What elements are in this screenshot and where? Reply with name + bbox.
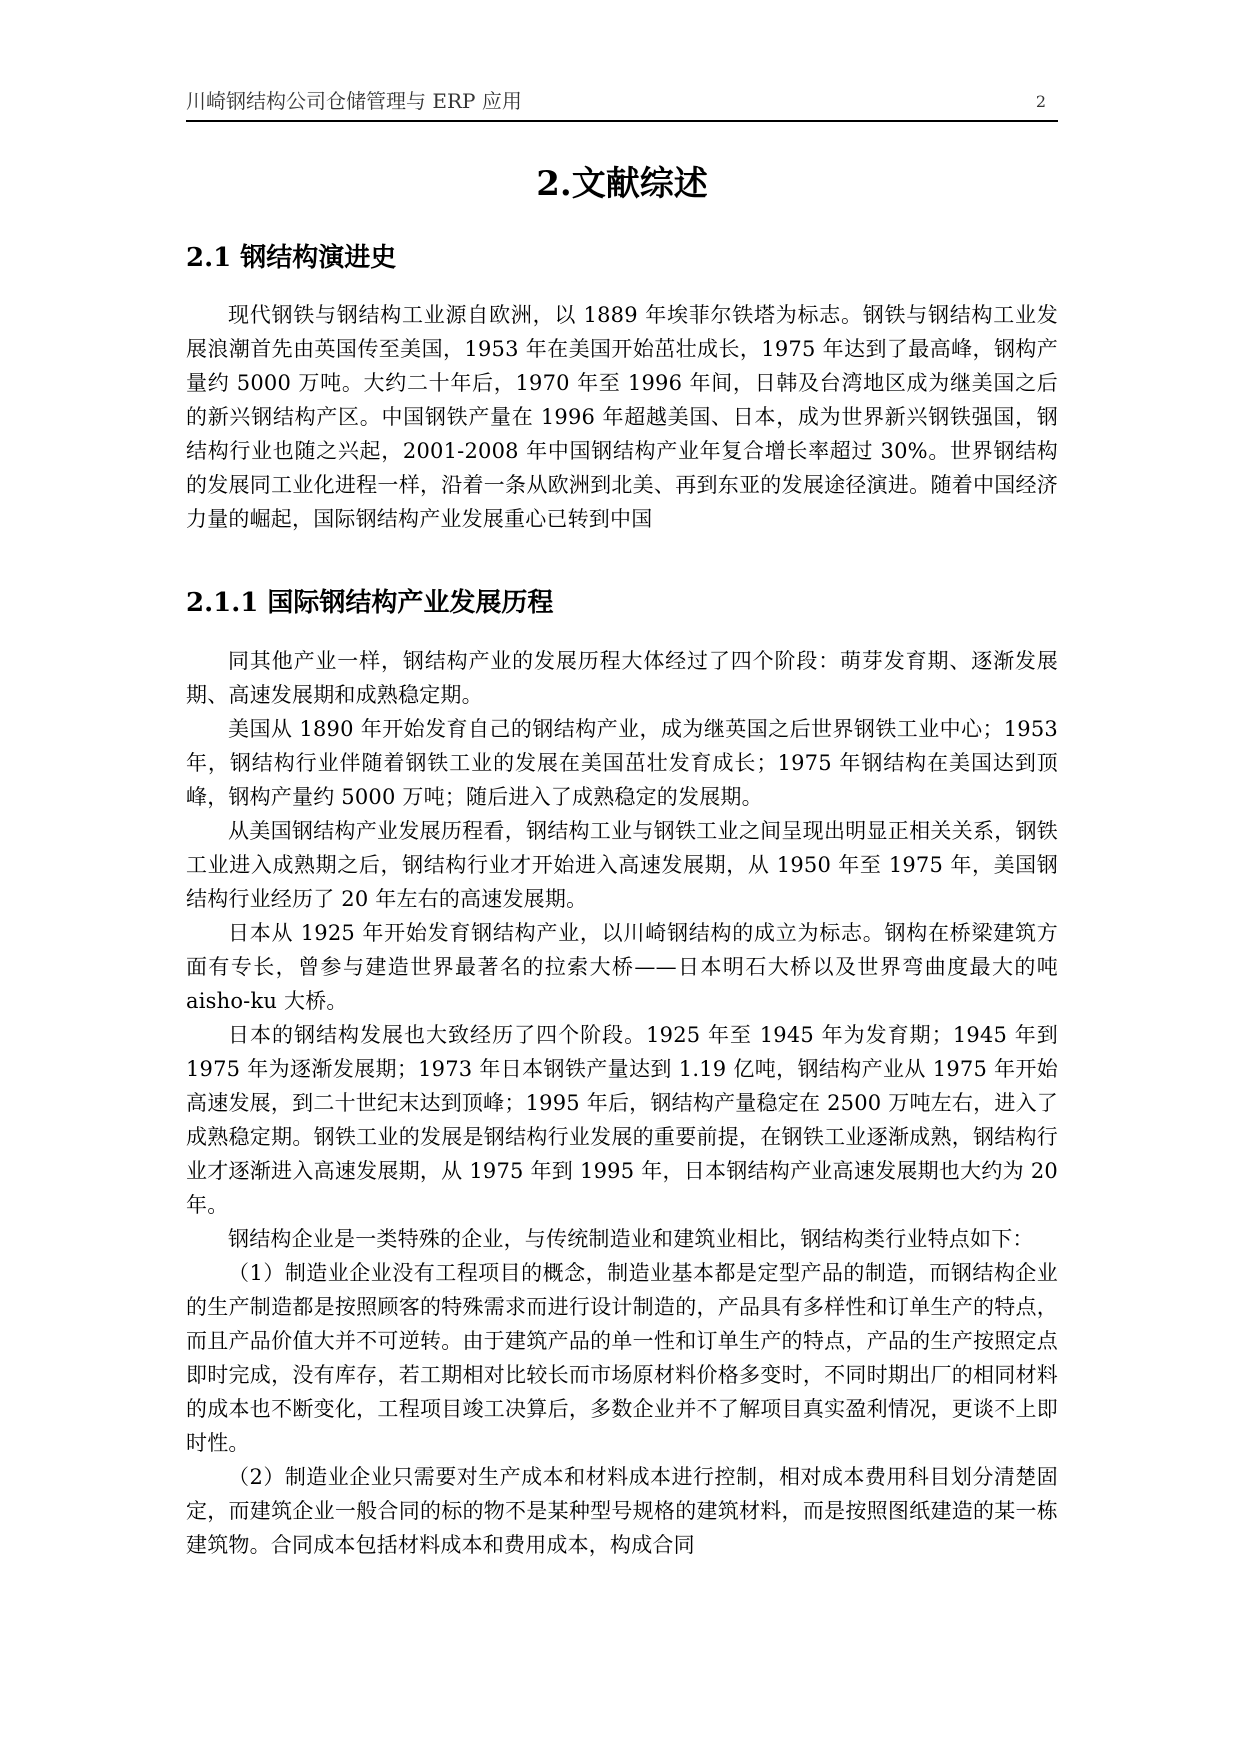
paragraph: 现代钢铁与钢结构工业源自欧洲，以 1889 年埃菲尔铁塔为标志。钢铁与钢结构工业发展浪潮首先由英国传至美国，1953 年在美国开始茁壮成长，1975 年达到了最高峰，钢构产量约 5000 万吨。大约二十年后，1970 年至 1996 年间，日韩及台湾地区成为继美国之后的新兴钢结构产区。中国钢铁产量在 1996 年超越美国、日本，成为世界新兴钢铁强国，钢结构行业也随之兴起，2001-2008 年中国钢结构产业年复合增长率超过 30%。世界钢结构的发展同工业化进程一样，沿着一条从欧洲到北美、再到东亚的发展途径演进。随着中国经济力量的崛起，国际钢结构产业发展重心已转到中国 [186, 303, 1058, 531]
section-2-1-body [186, 298, 1058, 536]
section-2-1-1-body [186, 644, 1058, 1562]
running-header [186, 88, 1058, 122]
paragraph: 钢结构企业是一类特殊的企业，与传统制造业和建筑业相比，钢结构类行业特点如下： [228, 1227, 1034, 1251]
paragraph: （1）制造业企业没有工程项目的概念，制造业基本都是定型产品的制造，而钢结构企业的生产制造都是按照顾客的特殊需求而进行设计制造的，产品具有多样性和订单生产的特点，而且产品价值大并不可逆转。由于建筑产品的单一性和订单生产的特点，产品的生产按照定点即时完成，没有库存，若工期相对比较长而市场原材料价格多变时，不同时期出厂的相同材料的成本也不断变化，工程项目竣工决算后，多数企业并不了解项目真实盈利情况，更谈不上即时性。 [186, 1261, 1058, 1455]
paragraph: 美国从 1890 年开始发育自己的钢结构产业，成为继英国之后世界钢铁工业中心；1953 年，钢结构行业伴随着钢铁工业的发展在美国茁壮发育成长；1975 年钢结构在美国达到顶峰，钢构产量约 5000 万吨；随后进入了成熟稳定的发展期。 [186, 717, 1058, 809]
section-heading-2-1-1: 2.1.1 国际钢结构产业发展历程 [186, 588, 554, 618]
section-heading-2-1: 2.1 钢结构演进史 [186, 243, 397, 273]
paragraph: 日本的钢结构发展也大致经历了四个阶段。1925 年至 1945 年为发育期；1945 年到 1975 年为逐渐发展期；1973 年日本钢铁产量达到 1.19 亿吨，钢结构产业从 1975 年开始高速发展，到二十世纪末达到顶峰；1995 年后，钢结构产量稳定在 2500 万吨左右，进入了成熟稳定期。钢铁工业的发展是钢结构行业发展的重要前提，在钢铁工业逐渐成熟，钢结构行业才逐渐进入高速发展期，从 1975 年到 1995 年，日本钢结构产业高速发展期也大约为 20 年。 [186, 1023, 1058, 1217]
paragraph: 从美国钢结构产业发展历程看，钢结构工业与钢铁工业之间呈现出明显正相关关系，钢铁工业进入成熟期之后，钢结构行业才开始进入高速发展期，从 1950 年至 1975 年，美国钢结构行业经历了 20 年左右的高速发展期。 [186, 819, 1058, 911]
header-title: 川崎钢结构公司仓储管理与 ERP 应用 [186, 89, 522, 113]
paragraph: 同其他产业一样，钢结构产业的发展历程大体经过了四个阶段：萌芽发育期、逐渐发展期、高速发展期和成熟稳定期。 [186, 649, 1058, 707]
chapter-title: 2.文献综述 [536, 164, 708, 204]
paragraph: 日本从 1925 年开始发育钢结构产业，以川崎钢结构的成立为标志。钢构在桥梁建筑方面有专长，曾参与建造世界最著名的拉索大桥——日本明石大桥以及世界弯曲度最大的吨 aisho-ku 大桥。 [186, 921, 1058, 1013]
page-number: 2 [1035, 92, 1046, 111]
paragraph: （2）制造业企业只需要对生产成本和材料成本进行控制，相对成本费用科目划分清楚固定，而建筑企业一般合同的标的物不是某种型号规格的建筑材料，而是按照图纸建造的某一栋建筑物。合同成本包括材料成本和费用成本，构成合同 [186, 1465, 1058, 1557]
